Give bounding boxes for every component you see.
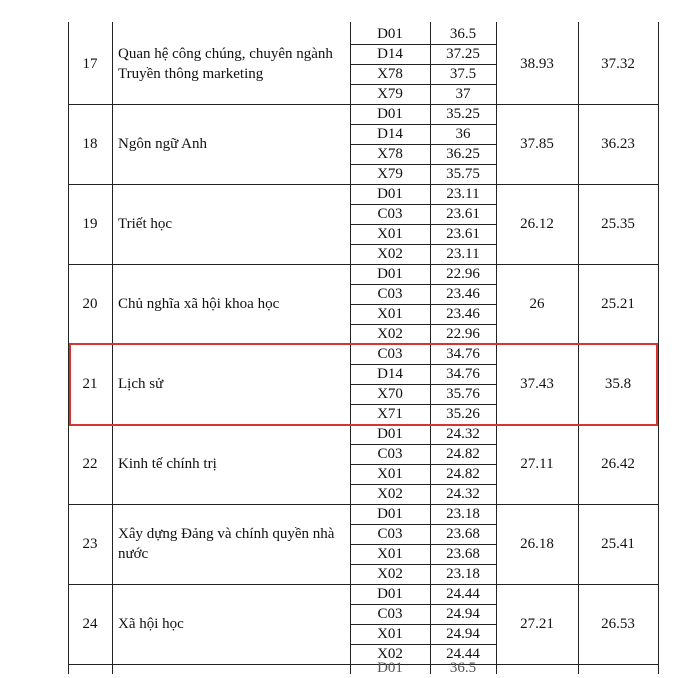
row-number: 18 <box>82 135 98 152</box>
combination-score: 24.44 <box>446 585 480 602</box>
program-name: Kinh tế chính trị <box>118 456 217 472</box>
combination-score: 34.76 <box>446 365 480 382</box>
combination-code: D01 <box>377 505 403 522</box>
combination-score: 23.68 <box>446 525 480 542</box>
combination-code: X79 <box>377 165 403 182</box>
combination-code: C03 <box>377 445 403 462</box>
combination-score: 24.32 <box>446 425 480 442</box>
combination-score: 24.44 <box>446 645 480 662</box>
column-border-6 <box>658 22 659 674</box>
combination-code: X01 <box>377 305 403 322</box>
combination-score: 24.82 <box>446 465 480 482</box>
combination-code: X70 <box>377 385 403 402</box>
combination-code: X01 <box>377 465 403 482</box>
combination-score: 22.96 <box>446 325 480 342</box>
combination-score: 23.11 <box>446 185 480 202</box>
combination-code: X78 <box>377 65 403 82</box>
score-column-a: 27.11 <box>520 455 554 472</box>
score-column-a: 26 <box>529 295 545 312</box>
combination-code: D01 <box>377 425 403 442</box>
program-name: Xây dựng Đảng và chính quyền nhà nước <box>118 526 335 562</box>
combination-score: 24.94 <box>446 625 480 642</box>
combination-code: X01 <box>377 545 403 562</box>
combination-code: C03 <box>377 345 403 362</box>
combination-code: D01 <box>377 25 403 42</box>
score-column-a: 38.93 <box>520 55 554 72</box>
score-column-b: 26.53 <box>601 615 635 632</box>
program-name: Ngôn ngữ Anh <box>118 136 207 152</box>
combination-code: C03 <box>377 205 403 222</box>
combination-code: D01 <box>377 265 403 282</box>
combination-code: D01 <box>377 185 403 202</box>
combination-code: D14 <box>377 45 403 62</box>
combination-code: X02 <box>377 645 403 662</box>
score-column-b: 26.42 <box>601 455 635 472</box>
cut-off-combination-code: D01 <box>377 659 403 676</box>
combination-score: 22.96 <box>446 265 480 282</box>
row-number: 20 <box>82 295 98 312</box>
combination-score: 23.18 <box>446 565 480 582</box>
combination-code: X79 <box>377 85 403 102</box>
combination-score: 37 <box>455 85 471 102</box>
combination-score: 24.82 <box>446 445 480 462</box>
row-number: 23 <box>82 535 98 552</box>
row-number: 19 <box>82 215 98 232</box>
score-column-b: 36.23 <box>601 135 635 152</box>
combination-score: 23.46 <box>446 305 480 322</box>
combination-score: 23.61 <box>446 225 480 242</box>
combination-code: D01 <box>377 585 403 602</box>
combination-code: X78 <box>377 145 403 162</box>
program-name: Triết học <box>118 216 173 232</box>
program-name: Quan hệ công chúng, chuyên ngành Truyền thông marketing <box>118 46 333 82</box>
combination-score: 23.11 <box>446 245 480 262</box>
combination-score: 23.68 <box>446 545 480 562</box>
score-column-b: 25.21 <box>601 295 635 312</box>
highlight-box <box>69 343 658 426</box>
combination-score: 36.5 <box>449 25 477 42</box>
combination-score: 35.75 <box>446 165 480 182</box>
combination-code: C03 <box>377 525 403 542</box>
combination-score: 37.5 <box>449 65 477 82</box>
combination-code: X02 <box>377 245 403 262</box>
row-number: 21 <box>82 375 98 392</box>
row-number: 22 <box>82 455 98 472</box>
combination-score: 23.61 <box>446 205 480 222</box>
score-column-b: 25.41 <box>601 535 635 552</box>
combination-code: D14 <box>377 365 403 382</box>
combination-score: 34.76 <box>446 345 480 362</box>
combination-code: D14 <box>377 125 403 142</box>
program-name: Lịch sử <box>118 376 164 392</box>
score-column-a: 37.43 <box>520 375 554 392</box>
row-number: 24 <box>82 615 98 632</box>
cut-off-combination-score: 36.5 <box>449 659 477 676</box>
program-name: Xã hội học <box>118 616 184 632</box>
combination-code: X02 <box>377 485 403 502</box>
score-column-a: 37.85 <box>520 135 554 152</box>
score-column-a: 27.21 <box>520 615 554 632</box>
combination-score: 36 <box>455 125 471 142</box>
row-number: 17 <box>82 55 98 72</box>
combination-code: X01 <box>377 625 403 642</box>
combination-score: 35.25 <box>446 105 480 122</box>
combination-code: D01 <box>377 105 403 122</box>
combination-code: C03 <box>377 285 403 302</box>
combination-code: X01 <box>377 225 403 242</box>
score-column-b: 35.8 <box>604 375 632 392</box>
combination-score: 35.76 <box>446 385 480 402</box>
program-name: Chủ nghĩa xã hội khoa học <box>118 296 280 312</box>
combination-score: 23.18 <box>446 505 480 522</box>
score-column-a: 26.18 <box>520 535 554 552</box>
combination-score: 35.26 <box>446 405 480 422</box>
combination-score: 37.25 <box>446 45 480 62</box>
score-column-a: 26.12 <box>520 215 554 232</box>
combination-code: X02 <box>377 325 403 342</box>
combination-score: 23.46 <box>446 285 480 302</box>
score-column-b: 37.32 <box>601 55 635 72</box>
combination-score: 36.25 <box>446 145 480 162</box>
combination-code: X02 <box>377 565 403 582</box>
combination-code: C03 <box>377 605 403 622</box>
combination-score: 24.32 <box>446 485 480 502</box>
combination-code: X71 <box>377 405 403 422</box>
score-column-b: 25.35 <box>601 215 635 232</box>
combination-score: 24.94 <box>446 605 480 622</box>
